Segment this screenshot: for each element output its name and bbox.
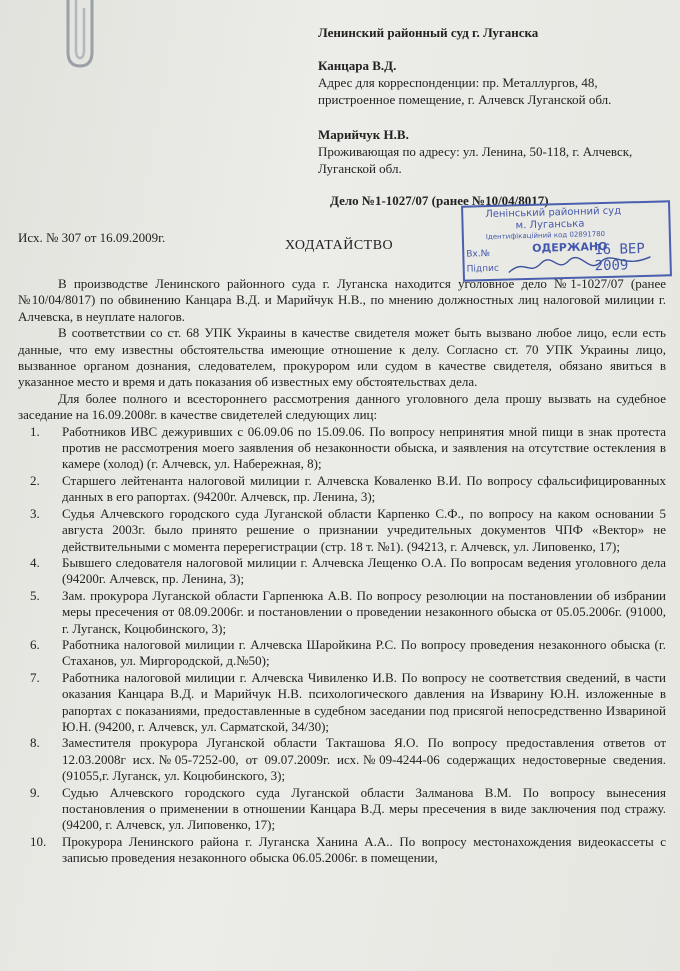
party2-address: Проживающая по адресу: ул. Ленина, 50-118, г. Алчевск, Луганской обл. (318, 144, 633, 176)
list-item (18, 424, 666, 473)
list-number: 2. (30, 472, 40, 488)
list-item (18, 834, 666, 867)
list-item (18, 735, 666, 784)
court-stamp (461, 200, 672, 281)
list-text: Прокурора Ленинского района г. Луганска Ханина А.А.. По вопросу местонахождения видеокассеты с записью проведения незаконного обыска 06.05.2006г. в помещении, (62, 833, 666, 866)
list-number: 10. (30, 833, 47, 849)
outgoing-number: Исх. № 307 от 16.09.2009г. (18, 230, 166, 245)
list-item (18, 555, 666, 588)
list-text: Работника налоговой милиции г. Алчевска Шаройкина Р.С. По вопросу проведения незаконного обыска (г. Стаханов, ул. Миргородской, д.№50); (62, 636, 666, 669)
list-text: Работника налоговой милиции г. Алчевска Чивиленко И.В. По вопросу не соответствия сведений, в части оказания Канцара В.Д. и Марийчук Н.В. психологического давления на Изварину Ю.Н. изложенные в рапортах с показаниями, предоставленные в судебном заседании под присягой непосредственно Извариной Ю.Н. (94200, г. Алчевск, ул. Сарматской, 34/30); (62, 669, 666, 734)
stamp-line3: Ідентифікаційний код 02891780 (485, 229, 606, 242)
stamp-line1: Ленінський районний суд (485, 205, 622, 221)
list-text: Судью Алчевского городского суда Луганской области Залманова В.М. По вопросу вынесения постановления о применении в отношении Канцара В.Д. меры пресечения в виде заключения под стражу. (94200, г. Алчевск, ул. Липовенко, 17); (62, 784, 666, 833)
list-text: Заместителя прокурора Луганской области Такташова Я.О. По вопросу предоставления ответов от 12.03.2008г исх.№05-7252-00, от 09.07.2009г. исх.№09-4244-06 содержащих недостоверные сведения. (91055,г. Луганск, ул. Коцюбинского, 3); (62, 735, 666, 784)
signature-icon (504, 251, 655, 279)
paragraph-2: В соответствии со ст. 68 УПК Украины в качестве свидетеля может быть вызвано любое лицо, если есть данные, что ему известны обстоятельства имеющие отношение к делу. Согласно ст. 70 УПК Украины лицо, вызванное органом дознания, следователем, прокурором или судом в качестве свидетеля, обязано явиться в указанное место и время и дать показания об известных ему обстоятельствах дела. (18, 325, 666, 390)
list-item (18, 473, 666, 506)
list-text: Зам. прокурора Луганской области Гарпенюка А.В. По вопросу резолюции на постановлении об избрании меры пресечения от 08.09.2006г. и постановлении о проведении незаконного обыска от 05.05.2006г. (91000, г. Луганск, Коцюбинского, 3); (62, 587, 666, 636)
list-number: 3. (30, 505, 40, 521)
paragraph-1: В производстве Ленинского районного суда г. Луганска находится уголовное дело №1-1027/07 (ранее №10/04/8017) по обвинению Канцара В.Д. и Марийчук Н.В., по мнению должностных лиц налоговой милиции г. Алчевска, в неуплате налогов. (18, 276, 666, 324)
list-number: 7. (30, 669, 40, 685)
stamp-sign-label: Підпис (466, 263, 500, 275)
list-number: 9. (30, 784, 40, 800)
list-number: 5. (30, 587, 40, 603)
document-title: ХОДАТАЙСТВО (285, 238, 394, 253)
stamp-received: ОДЕРЖАНО (532, 239, 608, 255)
witness-list (18, 424, 666, 867)
list-text: Старшего лейтенанта налоговой милиции г. Алчевска Коваленко В.И. По вопросу сфальсифицированных данных в его рапортах. (94200г. Алчевск, пр. Ленина, 3); (62, 472, 666, 505)
party2-name: Марийчук Н.В. (318, 127, 409, 142)
list-number: 4. (30, 554, 40, 570)
list-number: 8. (30, 735, 40, 751)
list-item (18, 588, 666, 637)
list-item (18, 670, 666, 736)
case-number: Дело №1-1027/07 (ранее №10/04/8017) (330, 193, 549, 208)
document-body (18, 276, 666, 867)
list-text: Работников ИВС дежуривших с 06.09.06 по 15.09.06. По вопросу непринятия мной пищи в знак протеста против не рассмотрения моего заявления об незаконности обыска, и заявления на отсутствие остекления в камере (холод) (г. Алчевск, ул. Набережная, 8); (62, 423, 666, 472)
stamp-line2: м. Луганська (515, 218, 585, 232)
paragraph-3: Для более полного и всестороннего рассмотрения данного уголовного дела прошу вызвать на судебное заседание на 16.09.2008г. в качестве свидетелей следующих лиц: (18, 390, 666, 423)
list-text: Бывшего следователя налоговой милиции г. Алчевска Лещенко О.А. По вопросам ведения уголовного дела (94200г. Алчевск, пр. Ленина, 3); (62, 554, 666, 587)
list-item (18, 785, 666, 834)
party1-name: Канцара В.Д. (318, 58, 397, 73)
court-name: Ленинский районный суд г. Луганска (318, 25, 539, 40)
stamp-in-no: Вх.№ (466, 249, 491, 260)
stamp-date: 16 ВЕР 2009 (594, 240, 646, 275)
list-text: Судья Алчевского городского суда Луганской области Карпенко С.Ф., по вопросу на каком основании 5 августа 2003г. было принято решение о признании учредительных документов ЧПФ «Вектор» не действительными с момента перерегистрации (стр. 18 т. №1). (94213, г. Алчевск, ул. Липовенко, 17); (62, 505, 666, 554)
party1-address: Адрес для корреспонденции: пр. Металлургов, 48, пристроенное помещение, г. Алчевск Луганской обл. (318, 75, 612, 107)
list-item (18, 506, 666, 555)
list-item (18, 637, 666, 670)
list-number: 1. (30, 423, 40, 439)
paperclip-icon (60, 0, 102, 70)
list-number: 6. (30, 636, 40, 652)
